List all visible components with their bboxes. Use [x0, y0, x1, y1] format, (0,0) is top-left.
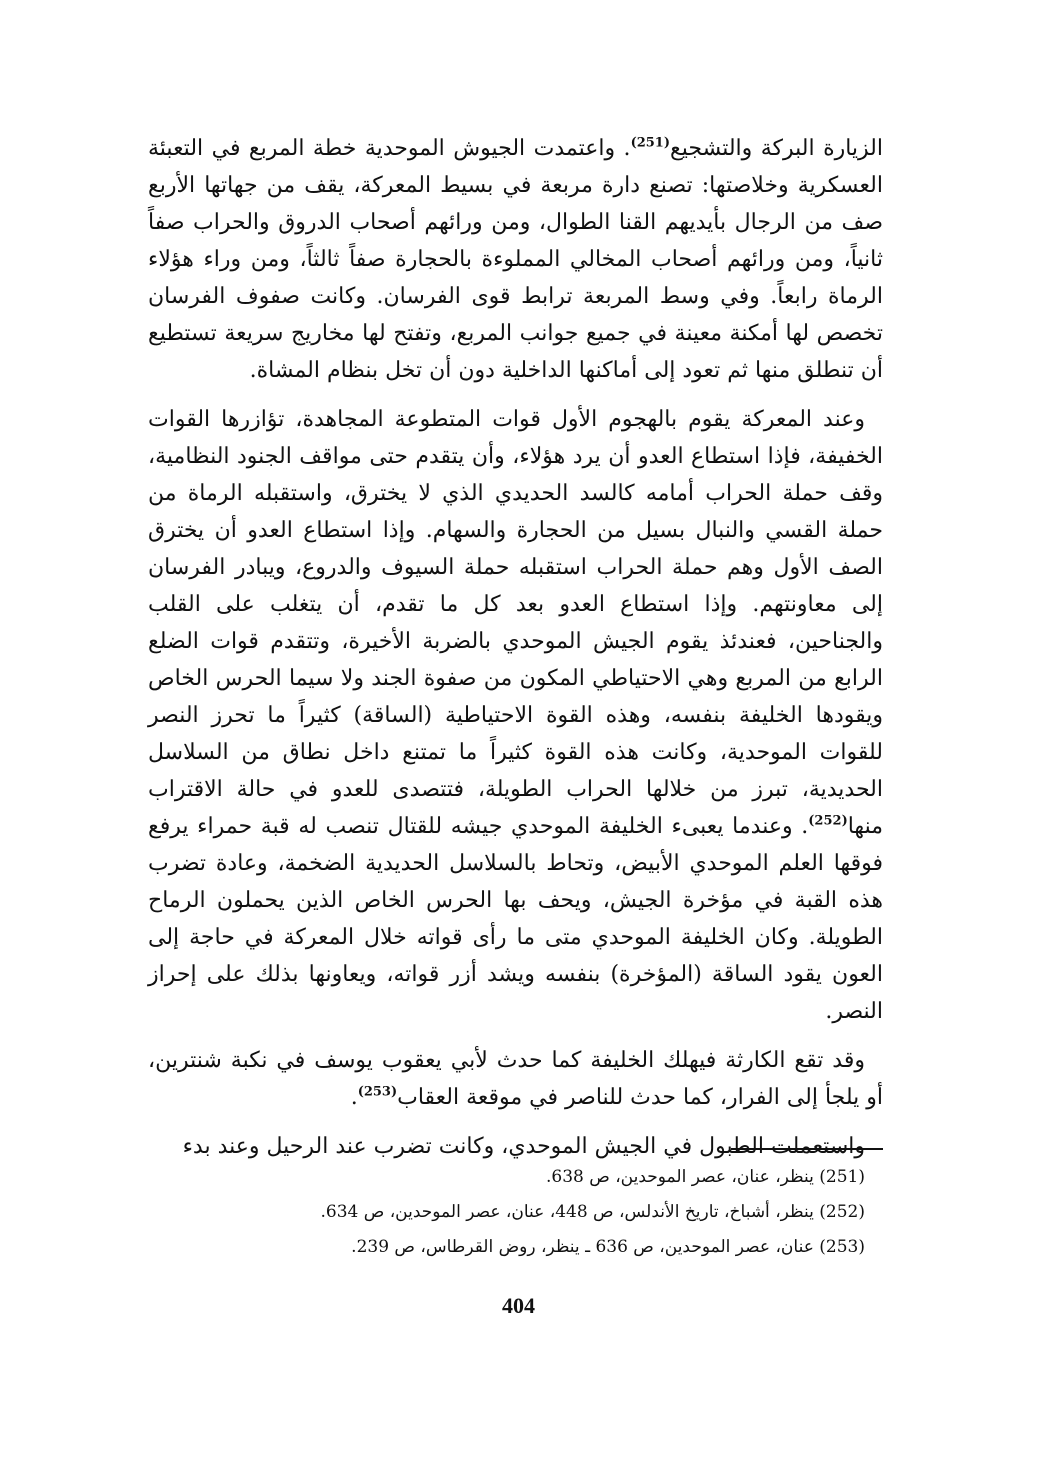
paragraph-2-text-end: . وعندما يعبىء الخليفة الموحدي جيشه للقتال تنصب له قبة حمراء يرفع فوقها العلم الموحدي الأبيض، وتحاط بالسلاسل الحديدية الضخمة، وعادة تضرب هذه القبة في مؤخرة الجيش، ويحف بها الحرس الخاص الذين يحملون الرماح الطويلة. وكان الخليفة الموحدي متى ما رأى قواته خلال المعركة في حاجة إلى العون يقود الساقة (المؤخرة) بنفسه ويشد أزر قواته، ويعاونها بذلك على إحراز النصر.: [148, 814, 883, 1024]
page-number: 404: [502, 1293, 535, 1318]
footnote-ref-251[interactable]: (251): [630, 135, 671, 151]
paragraph-4-text: واستعملت الطبول في الجيش الموحدي، وكانت تضرب عند الرحيل وعند بدء: [182, 1134, 865, 1159]
footnote-divider: [731, 1148, 883, 1150]
paragraph-2: [148, 401, 883, 1030]
paragraph-1-text-start: الزيارة البركة والتشجيع: [670, 136, 884, 161]
paragraph-1: [148, 130, 883, 389]
footnote-ref-252[interactable]: (252): [808, 813, 848, 829]
paragraph-3: [148, 1042, 883, 1116]
footnote-251: (251) ينظر، عنان، عصر الموحدين، ص 638.: [545, 1167, 865, 1187]
footnote-ref-253[interactable]: (253): [357, 1084, 398, 1100]
paragraph-3-text-end: .: [350, 1085, 358, 1110]
paragraph-3-text-start: وقد تقع الكارثة فيهلك الخليفة كما حدث لأبي يعقوب يوسف في نكبة شنترين، أو يلجأ إلى الفرار، كما حدث للناصر في موقعة العقاب: [148, 1048, 883, 1110]
main-text: [148, 130, 883, 1165]
footnotes: [148, 1160, 883, 1265]
paragraph-1-text-end: . واعتمدت الجيوش الموحدية خطة المربع في التعبئة العسكرية وخلاصتها: تصنع دارة مربعة في بسيط المعركة، يقف من جهاتها الأربع صف من الرجال بأيديهم القنا الطوال، ومن ورائهم أصحاب الدروق والحراب صفاً ثانياً، ومن ورائهم أصحاب المخالي المملوءة بالحجارة صفاً ثالثاً، ومن وراء هؤلاء الرماة رابعاً. وفي وسط المربعة ترابط قوى الفرسان. وكانت صفوف الفرسان تخصص لها أمكنة معينة في جميع جوانب المربع، وتفتح لها مخاريج سريعة تستطيع أن تنطلق منها ثم تعود إلى أماكنها الداخلية دون أن تخل بنظام المشاة.: [148, 136, 883, 383]
footnote-252: (252) ينظر، أشباخ، تاريخ الأندلس، ص 448، عنان، عصر الموحدين، ص 634.: [320, 1202, 865, 1222]
footnote-253: (253) عنان، عصر الموحدين، ص 636 ـ ينظر، روض القرطاس، ص 239.: [351, 1237, 865, 1257]
paragraph-2-text-start: وعند المعركة يقوم بالهجوم الأول قوات المتطوعة المجاهدة، تؤازرها القوات الخفيفة، فإذا استطاع العدو أن يرد هؤلاء، وأن يتقدم حتى مواقف الجنود النظامية، وقف حملة الحراب أمامه كالسد الحديدي الذي لا يخترق، واستقبله الرماة من حملة القسي والنبال بسيل من الحجارة والسهام. وإذا استطاع العدو أن يخترق الصف الأول وهم حملة الحراب استقبله حملة السيوف والدروع، ويبادر الفرسان إلى معاونتهم. وإذا استطاع العدو بعد كل ما تقدم، أن يتغلب على القلب والجناحين، فعندئذ يقوم الجيش الموحدي بالضربة الأخيرة، وتتقدم قوات الضلع الرابع من المربع وهي الاحتياطي المكون من صفوة الجند ولا سيما الحرس الخاص ويقودها الخليفة بنفسه، وهذه القوة الاحتياطية (الساقة) كثيراً ما تحرز النصر للقوات الموحدية، وكانت هذه القوة كثيراً ما تمتنع داخل نطاق من السلاسل الحديدية، تبرز من خلالها الحراب الطويلة، فتتصدى للعدو في حالة الاقتراب منها: [148, 407, 883, 839]
